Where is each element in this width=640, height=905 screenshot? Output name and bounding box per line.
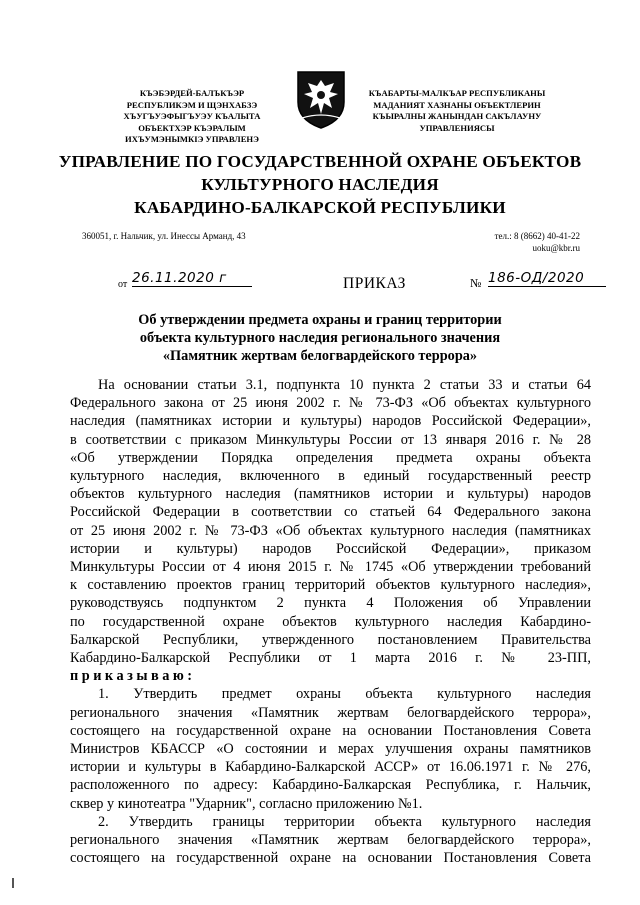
body-line: Федерального закона от 25 июня 2002 г. № 73-ФЗ «Об объектах культурного <box>70 395 591 412</box>
organization-title-line2: КУЛЬТУРНОГО НАСЛЕДИЯ <box>201 175 439 194</box>
body-line: в соответствии с приказом Минкультуры России от 13 января 2016 г. № 28 <box>70 431 591 448</box>
item1-line: истории и культуры в Кабардино-Балкарской АССР» от 16.06.1971 г. № 276, <box>70 759 591 776</box>
item1-line: состоящего на государственной охране на основании Постановления Совета <box>70 722 591 739</box>
subject-line: Об утверждении предмета охраны и границ территории <box>138 312 502 328</box>
order-date: 26.11.2020 г <box>132 270 252 287</box>
item2-line: регионального значения «Памятник жертвам белогвардейского террора», <box>70 832 591 849</box>
header-right-line: УПРАВЛЕНИЯСЫ <box>419 122 495 133</box>
item2-line: состоящего на государственной охране на основании Постановления Совета <box>70 850 591 867</box>
order-date-prefix: от <box>118 279 128 290</box>
body-line: руководствуясь подпунктом 2 пункта 4 Положения об Управлении <box>70 595 591 612</box>
body-line: к составлению проектов границ территорий объектов культурного наследия», <box>70 577 591 594</box>
organization-title-line1: УПРАВЛЕНИЕ ПО ГОСУДАРСТВЕННОЙ ОХРАНЕ ОБЪЕКТОВ <box>58 152 582 171</box>
header-left-line: ОБЪЕКТХЭР КЪЭРАЛЫМ <box>138 122 246 133</box>
phone-number: тел.: 8 (8662) 40-41-22 <box>494 231 580 241</box>
body-line: от 25 июня 2002 г. № 73-ФЗ «Об объектах культурного наследия (памятниках <box>70 522 591 539</box>
scan-mark <box>12 878 14 888</box>
email-address: uoku@kbr.ru <box>532 243 580 253</box>
order-number: 186-ОД/2020 <box>488 270 606 287</box>
body-line: объектов культурного наследия (памятников истории и культуры) народов <box>70 486 591 503</box>
item1-line: Министров КБАССР «О состоянии и мерах улучшения охраны памятников <box>70 741 591 758</box>
organization-title-line3: КАБАРДИНО-БАЛКАРСКОЙ РЕСПУБЛИКИ <box>134 198 506 217</box>
order-number-prefix: № <box>470 276 482 290</box>
body-line: наследия (памятниках истории и культуры) народов Российской Федерации», <box>70 413 591 430</box>
subject-line: «Памятник жертвам белогвардейского террора» <box>162 348 478 364</box>
header-left-line: РЕСПУБЛИКЭМ И ЩЭНХАБЗЭ <box>126 99 258 110</box>
body-line: по государственной охране объектов культурного наследия Кабардино- <box>70 613 591 630</box>
header-left-title <box>92 88 292 146</box>
header-left-line: ИХЪУМЭНЫМКIЭ УПРАВЛЕНЭ <box>125 134 259 144</box>
header-left-line: ХЪУГЪУЭФЫГЪУЭУ КЪАЛЫТА <box>123 111 261 121</box>
organization-address: 360051, г. Нальчик, ул. Инессы Арманд, 43 <box>82 231 246 241</box>
item1-line: регионального значения «Памятник жертвам белогвардейского террора», <box>70 704 591 721</box>
header-right-title <box>352 88 562 134</box>
body-line: Российской Федерации в соответствии со статьей 64 Федерального закона <box>70 504 591 521</box>
order-subject <box>70 311 570 365</box>
order-title: ПРИКАЗ <box>343 275 406 292</box>
header-right-line: КЪАБАРТЫ-МАЛКЪАР РЕСПУБЛИКАНЫ <box>368 88 546 98</box>
subject-line: объекта культурного наследия регионального значения <box>139 330 501 346</box>
body-line: Кабардино-Балкарской Республики от 1 марта 2016 г. № 23-ПП, <box>70 650 591 667</box>
body-line: «Об утверждении Порядка определения предмета охраны объекта <box>70 449 591 466</box>
body-line: На основании статьи 3.1, подпункта 10 пункта 2 статьи 33 и статьи 64 <box>98 377 591 393</box>
header-right-line: МАДАНИЯТ ХАЗНАНЫ ОБЪЕКТЛЕРИН <box>373 99 541 110</box>
order-body <box>70 376 591 867</box>
directive-word: приказываю: <box>70 668 196 685</box>
item1-line: сквер у кинотеатра "Ударник", согласно приложению №1. <box>70 795 423 812</box>
body-line: истории и культуры) народов Российской Федерации», приказом <box>70 540 591 557</box>
item1-line: расположенного по адресу: Кабардино-Балкарская Республика, г. Нальчик, <box>70 777 591 794</box>
item2-line: 2. Утвердить границы территории объекта культурного наследия <box>98 813 591 830</box>
body-line: Балкарской Республики, утвержденного постановлением Правительства <box>70 631 591 648</box>
coat-of-arms-eagle-icon <box>294 68 348 130</box>
header-right-line: КЪЫРАЛНЫ ЖАНЫНДАН САКЪЛАУНУ <box>372 111 542 121</box>
header-left-line: КЪЭБЭРДЕЙ-БАЛЪКЪЭР <box>139 88 245 98</box>
body-line: культурного наследия, включенного в единый государственный реестр <box>70 468 591 485</box>
item1-line: 1. Утвердить предмет охраны объекта культурного наследия <box>98 686 591 703</box>
organization-contacts <box>470 230 580 254</box>
body-line: Минкультуры России от 4 июня 2015 г. № 1745 «Об утверждении требований <box>70 559 591 576</box>
